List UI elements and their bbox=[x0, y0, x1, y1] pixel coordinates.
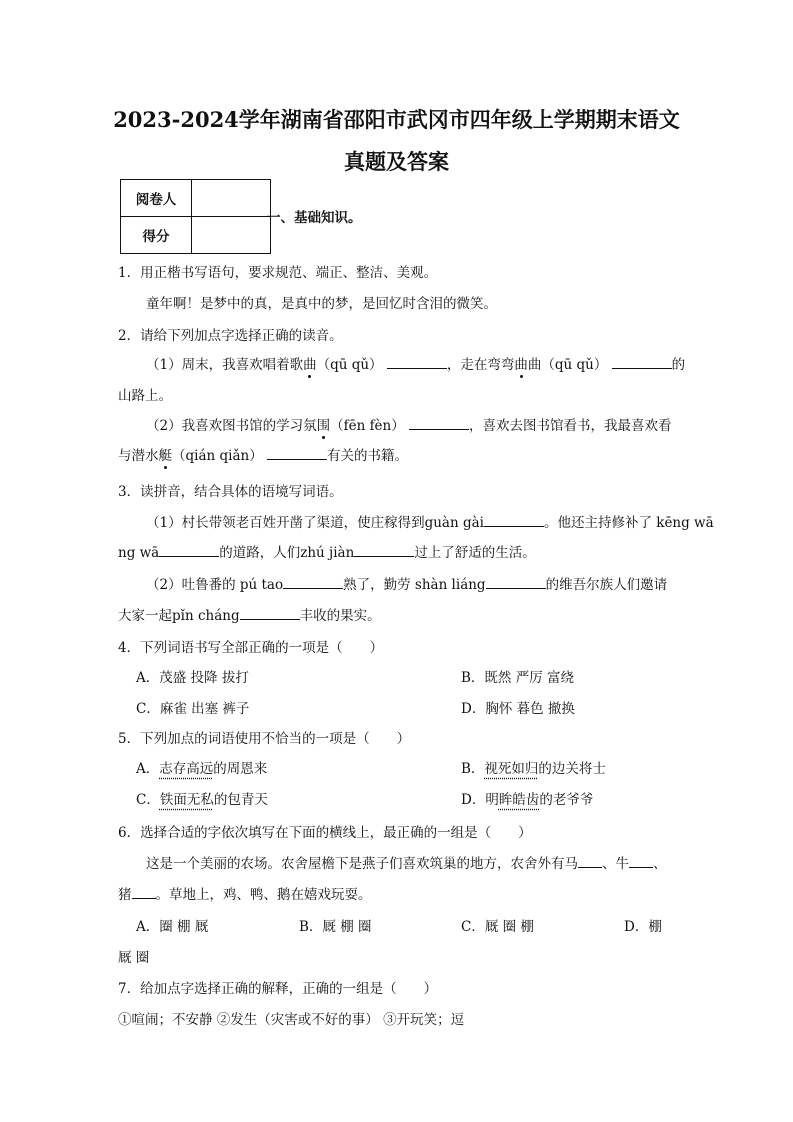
q2-part1-options: 曲（qū qǔ） bbox=[527, 357, 608, 373]
answer-blank[interactable] bbox=[578, 855, 602, 868]
dotted-word-text: 铁面无私 bbox=[159, 792, 214, 808]
score-label: 得分 bbox=[121, 217, 192, 254]
answer-blank[interactable] bbox=[240, 606, 300, 620]
q7-stem: 7．给加点字选择正确的解释，正确的一组是（ ） bbox=[118, 981, 438, 997]
answer-blank[interactable] bbox=[486, 575, 546, 589]
q6-text-part: 猪 bbox=[118, 887, 132, 903]
q2-part2-wrap bbox=[118, 444, 408, 464]
answer-blank[interactable] bbox=[629, 855, 653, 868]
q5-stem: 5．下列加点的词语使用不恰当的一项是（ ） bbox=[118, 731, 411, 747]
q6-text-part: 。草地上，鸡、鸭、鹅在嬉戏玩耍。 bbox=[155, 887, 372, 903]
q5-option-d[interactable] bbox=[461, 788, 593, 808]
q2-part1 bbox=[146, 353, 685, 373]
answer-blank[interactable] bbox=[283, 575, 343, 589]
answer-blank[interactable] bbox=[409, 416, 469, 430]
q3-part1-text: 。他还主持修补了 kēng wā bbox=[543, 515, 714, 531]
answer-blank[interactable] bbox=[132, 886, 156, 899]
answer-blank[interactable] bbox=[267, 446, 327, 460]
q3-part2-text: 大家一起pǐn cháng bbox=[118, 608, 240, 624]
q6-text-part: 、牛 bbox=[602, 856, 629, 872]
score-table bbox=[120, 179, 271, 254]
q3-part2-text: 的维吾尔族人们邀请 bbox=[545, 577, 668, 593]
q5-option-b[interactable] bbox=[461, 757, 606, 777]
q6-text bbox=[146, 852, 667, 872]
q6-option-c[interactable]: C．厩 圈 棚 bbox=[461, 919, 534, 935]
q6-option-d[interactable]: D．棚 bbox=[624, 919, 662, 935]
q2-part2-options: （qián qiǎn） bbox=[172, 448, 263, 464]
q2-part2-text: ，喜欢去图书馆看书，我最喜欢看 bbox=[469, 418, 672, 434]
q2-part2-text: （2）我喜欢图书馆的学习氛 bbox=[146, 418, 317, 434]
q2-part1-options: （qū qǔ） bbox=[316, 357, 383, 373]
dotted-word-text: 视死如归 bbox=[484, 761, 539, 777]
q6-stem: 6．选择合适的字依次填写在下面的横线上，最正确的一组是（ ） bbox=[118, 825, 532, 841]
q3-part1-text: （1）村长带领老百姓开凿了渠道，使庄稼得到guàn gài bbox=[146, 515, 484, 531]
option-text: 的边关将士 bbox=[538, 761, 606, 777]
answer-blank[interactable] bbox=[612, 355, 672, 369]
q3-part2-text: （2）吐鲁番的 pú tao bbox=[146, 577, 284, 593]
q3-part1-text: ng wā bbox=[118, 545, 160, 561]
q1-stem: 1．用正楷书写语句，要求规范、端正、整洁、美观。 bbox=[118, 265, 438, 281]
q2-part2-text: 与潜水 bbox=[118, 448, 159, 464]
q6-text-part: 这是一个美丽的农场。农舍屋檐下是燕子们喜欢筑巢的地方，农舍外有马 bbox=[146, 856, 578, 872]
q2-part1-text: ，走在弯弯 bbox=[446, 357, 515, 373]
q2-part1-text: 的 bbox=[671, 357, 686, 373]
q3-part2-text: 丰收的果实。 bbox=[299, 608, 381, 624]
reviewer-field[interactable] bbox=[192, 180, 271, 217]
q3-part1-text: 的道路，人们zhú jiàn bbox=[219, 545, 355, 561]
option-letter: C． bbox=[136, 792, 160, 808]
option-text: 的老爷爷 bbox=[539, 792, 594, 808]
answer-blank[interactable] bbox=[387, 355, 447, 369]
dotted-char: 围 bbox=[317, 414, 331, 434]
q6-option-d-wrap: 厩 圈 bbox=[118, 950, 150, 966]
option-letter: D．明 bbox=[461, 792, 499, 808]
q6-text-part: 、 bbox=[653, 856, 667, 872]
q6-option-b[interactable]: B．厩 棚 圈 bbox=[299, 919, 372, 935]
q4-stem: 4．下列词语书写全部正确的一项是（ ） bbox=[118, 640, 384, 656]
q6-option-a[interactable]: A．圈 棚 厩 bbox=[136, 919, 209, 935]
answer-blank[interactable] bbox=[159, 543, 219, 557]
q1-text: 童年啊！是梦中的真，是真中的梦，是回忆时含泪的微笑。 bbox=[146, 296, 497, 312]
option-text: 的包青天 bbox=[213, 792, 268, 808]
option-letter: B． bbox=[461, 761, 485, 777]
dotted-word-text: 志存高远 bbox=[159, 761, 214, 777]
section-heading: 一、基础知识。 bbox=[267, 210, 362, 226]
dotted-char: 曲 bbox=[514, 353, 528, 373]
q4-option-b[interactable]: B．既然 严厉 富绕 bbox=[461, 670, 575, 686]
q4-option-d[interactable]: D．胸怀 暮色 撤换 bbox=[461, 701, 575, 717]
q5-option-a[interactable] bbox=[136, 757, 267, 777]
q2-part2-options: （fēn fèn） bbox=[330, 418, 405, 434]
option-letter: A． bbox=[136, 761, 160, 777]
reviewer-label: 阅卷人 bbox=[121, 180, 192, 217]
answer-blank[interactable] bbox=[354, 543, 414, 557]
option-text: 的周恩来 bbox=[213, 761, 268, 777]
q3-part2-text: 熟了，勤劳 shàn liáng bbox=[343, 577, 486, 593]
q3-part2 bbox=[146, 573, 667, 593]
q5-option-c[interactable] bbox=[136, 788, 268, 808]
q3-part1 bbox=[146, 511, 714, 531]
q4-option-c[interactable]: C．麻雀 出塞 裤子 bbox=[136, 701, 250, 717]
q6-text-wrap bbox=[118, 883, 372, 903]
dotted-char: 艇 bbox=[159, 444, 173, 464]
q3-part2-wrap bbox=[118, 604, 381, 624]
q2-part2-text: 有关的书籍。 bbox=[327, 448, 408, 464]
q2-part1-text: （1）周末，我喜欢唱着歌 bbox=[146, 357, 304, 373]
q3-part1-wrap bbox=[118, 541, 536, 561]
q2-part1-wrap: 山路上。 bbox=[118, 388, 172, 404]
q3-part1-text: 过上了舒适的生活。 bbox=[414, 545, 536, 561]
dotted-word bbox=[159, 761, 213, 777]
q4-option-a[interactable]: A．茂盛 投降 拔打 bbox=[136, 670, 249, 686]
document-title-line2: 真题及答案 bbox=[344, 149, 449, 174]
answer-blank[interactable] bbox=[484, 513, 544, 527]
q2-stem: 2．请给下列加点字选择正确的读音。 bbox=[118, 328, 343, 344]
dotted-word-text: 眸皓齿 bbox=[498, 792, 540, 808]
dotted-char: 曲 bbox=[303, 353, 317, 373]
document-title-line1: 2023-2024学年湖南省邵阳市武冈市四年级上学期期末语文 bbox=[113, 107, 680, 132]
score-field[interactable] bbox=[192, 217, 271, 254]
q3-stem: 3．读拼音，结合具体的语境写词语。 bbox=[118, 484, 343, 500]
q2-part2 bbox=[146, 414, 672, 434]
q7-definitions: ①喧闹；不安静 ②发生（灾害或不好的事） ③开玩笑；逗 bbox=[118, 1012, 465, 1028]
